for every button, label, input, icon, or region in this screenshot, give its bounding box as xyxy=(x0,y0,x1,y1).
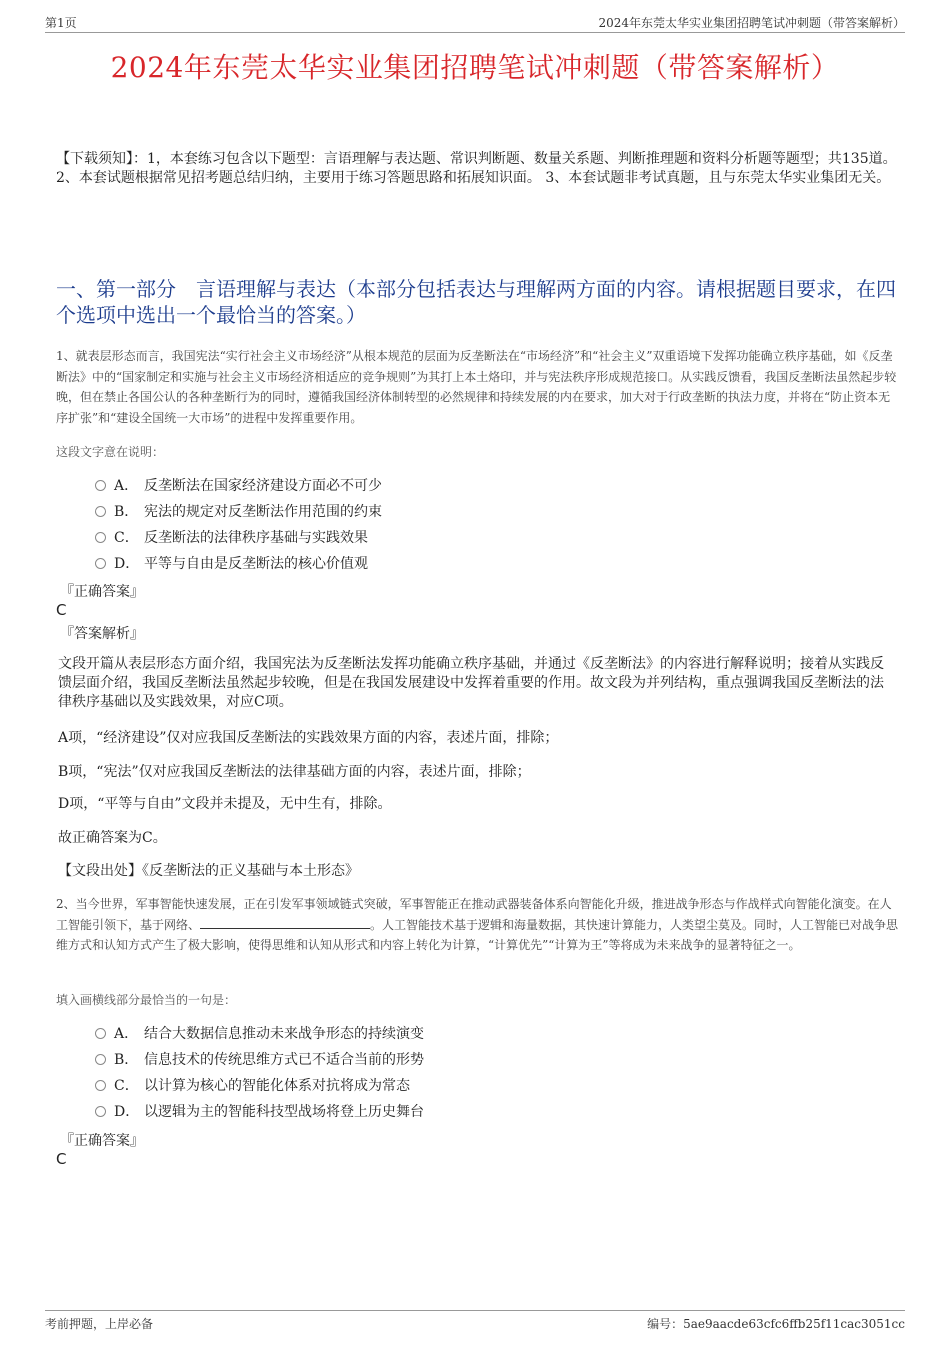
header-doc-title: 2024年东莞太华实业集团招聘笔试冲刺题（带答案解析） xyxy=(598,16,905,30)
analysis-line: D项，“平等与自由”文段并未提及，无中生有，排除。 xyxy=(58,796,392,812)
radio-icon[interactable] xyxy=(95,1054,106,1065)
option-d[interactable]: D． 平等与自由是反垄断法的核心价值观 xyxy=(95,551,382,577)
option-b[interactable]: B． 宪法的规定对反垄断法作用范围的约束 xyxy=(95,499,382,525)
option-c[interactable]: C． 以计算为核心的智能化体系对抗将成为常态 xyxy=(95,1073,424,1099)
radio-icon[interactable] xyxy=(95,1028,106,1039)
option-a[interactable]: A． 结合大数据信息推动未来战争形态的持续演变 xyxy=(95,1021,424,1047)
question-1-prompt: 这段文字意在说明： xyxy=(56,445,165,459)
analysis-label: 『答案解析』 xyxy=(60,626,144,642)
radio-icon[interactable] xyxy=(95,506,106,517)
document-id: 编号：5ae9aacde63cfc6ffb25f11cac3051cc xyxy=(647,1317,905,1331)
option-a[interactable]: A． 反垄断法在国家经济建设方面必不可少 xyxy=(95,473,382,499)
radio-icon[interactable] xyxy=(95,558,106,569)
page-number: 第1页 xyxy=(45,16,77,30)
page-header xyxy=(45,14,905,33)
answer-label: 『正确答案』 xyxy=(60,584,144,600)
answer-label: 『正确答案』 xyxy=(60,1133,144,1149)
correct-answer: C xyxy=(56,601,67,619)
option-c[interactable]: C． 反垄断法的法律秩序基础与实践效果 xyxy=(95,525,382,551)
question-1-text: 1、就表层形态而言，我国宪法“实行社会主义市场经济”从根本规范的层面为反垄断法在“市场经济”和“社会主义”双重语境下发挥功能确立秩序基础，如《反垄断法》中的“国家制定和实施与社会主义市场经济相适应的竞争规则”为其打上本土烙印，并与宪法秩序形成规范接口。从实践反馈看，我国反垄断法虽然起步较晚，但在禁止各国公认的各种垄断行为的同时，遵循我国经济体制转型的必然规律和持续发展的内在要求，加大对于行政垄断的执法力度，并将在“防止资本无序扩张”和“建设全国统一大市场”的进程中发挥重要作用。 xyxy=(56,349,897,425)
radio-icon[interactable] xyxy=(95,532,106,543)
radio-icon[interactable] xyxy=(95,480,106,491)
correct-answer: C xyxy=(56,1150,67,1168)
fill-blank xyxy=(200,917,370,929)
section-heading: 一、第一部分 言语理解与表达（本部分包括表达与理解两方面的内容。请根据题目要求，在四个选项中选出一个最恰当的答案。） xyxy=(56,277,896,327)
download-notice: 【下载须知】：1，本套练习包含以下题型：言语理解与表达题、常识判断题、数量关系题、判断推理题和资料分析题等题型；共135道。 2、本套试题根据常见招考题总结归纳，主要用于练习答题思路和拓展知识面。 3、本套试题非考试真题，且与东莞太华实业集团无关。 xyxy=(56,151,897,186)
analysis-line: B项，“宪法”仅对应我国反垄断法的法律基础方面的内容，表述片面，排除； xyxy=(58,764,531,780)
footer-slogan: 考前押题，上岸必备 xyxy=(45,1317,154,1331)
analysis-line: A项，“经济建设”仅对应我国反垄断法的实践效果方面的内容，表述片面，排除； xyxy=(58,730,559,746)
analysis-line: 故正确答案为C。 xyxy=(58,830,167,846)
analysis-text: 文段开篇从表层形态方面介绍，我国宪法为反垄断法发挥功能确立秩序基础，并通过《反垄断法》的内容进行解释说明；接着从实践反馈层面介绍，我国反垄断法虽然起步较晚，但是在我国发展建设中发挥着重要的作用。故文段为并列结构，重点强调我国反垄断法的法律秩序基础以及实践效果，对应C项。 xyxy=(58,656,884,710)
question-2-text: 2、当今世界，军事智能快速发展，正在引发军事领域链式突破，军事智能正在推动武器装备体系向智能化升级，推进战争形态与作战样式向智能化演变。在人工智能引领下，基于网络、 。人工智能技术基于逻辑和海量数据，其快速计算能力，人类望尘莫及。同时，人工智能已对战争思维方式和认知方式产生了极大影响，使得思维和认知从形式和内容上转化为计算，“计算优先”“计算为王”等将成为未来战争的显著特征之一。 xyxy=(56,897,899,952)
option-d[interactable]: D． 以逻辑为主的智能科技型战场将登上历史舞台 xyxy=(95,1099,424,1125)
page-footer xyxy=(45,1310,905,1331)
question-1-options xyxy=(95,473,382,577)
document-title: 2024年东莞太华实业集团招聘笔试冲刺题（带答案解析） xyxy=(110,51,840,84)
question-2-prompt: 填入画横线部分最恰当的一句是： xyxy=(56,993,237,1007)
question-2-options xyxy=(95,1021,424,1125)
radio-icon[interactable] xyxy=(95,1106,106,1117)
radio-icon[interactable] xyxy=(95,1080,106,1091)
option-b[interactable]: B． 信息技术的传统思维方式已不适合当前的形势 xyxy=(95,1047,424,1073)
source-citation: 【文段出处】《反垄断法的正义基础与本土形态》 xyxy=(58,863,359,879)
